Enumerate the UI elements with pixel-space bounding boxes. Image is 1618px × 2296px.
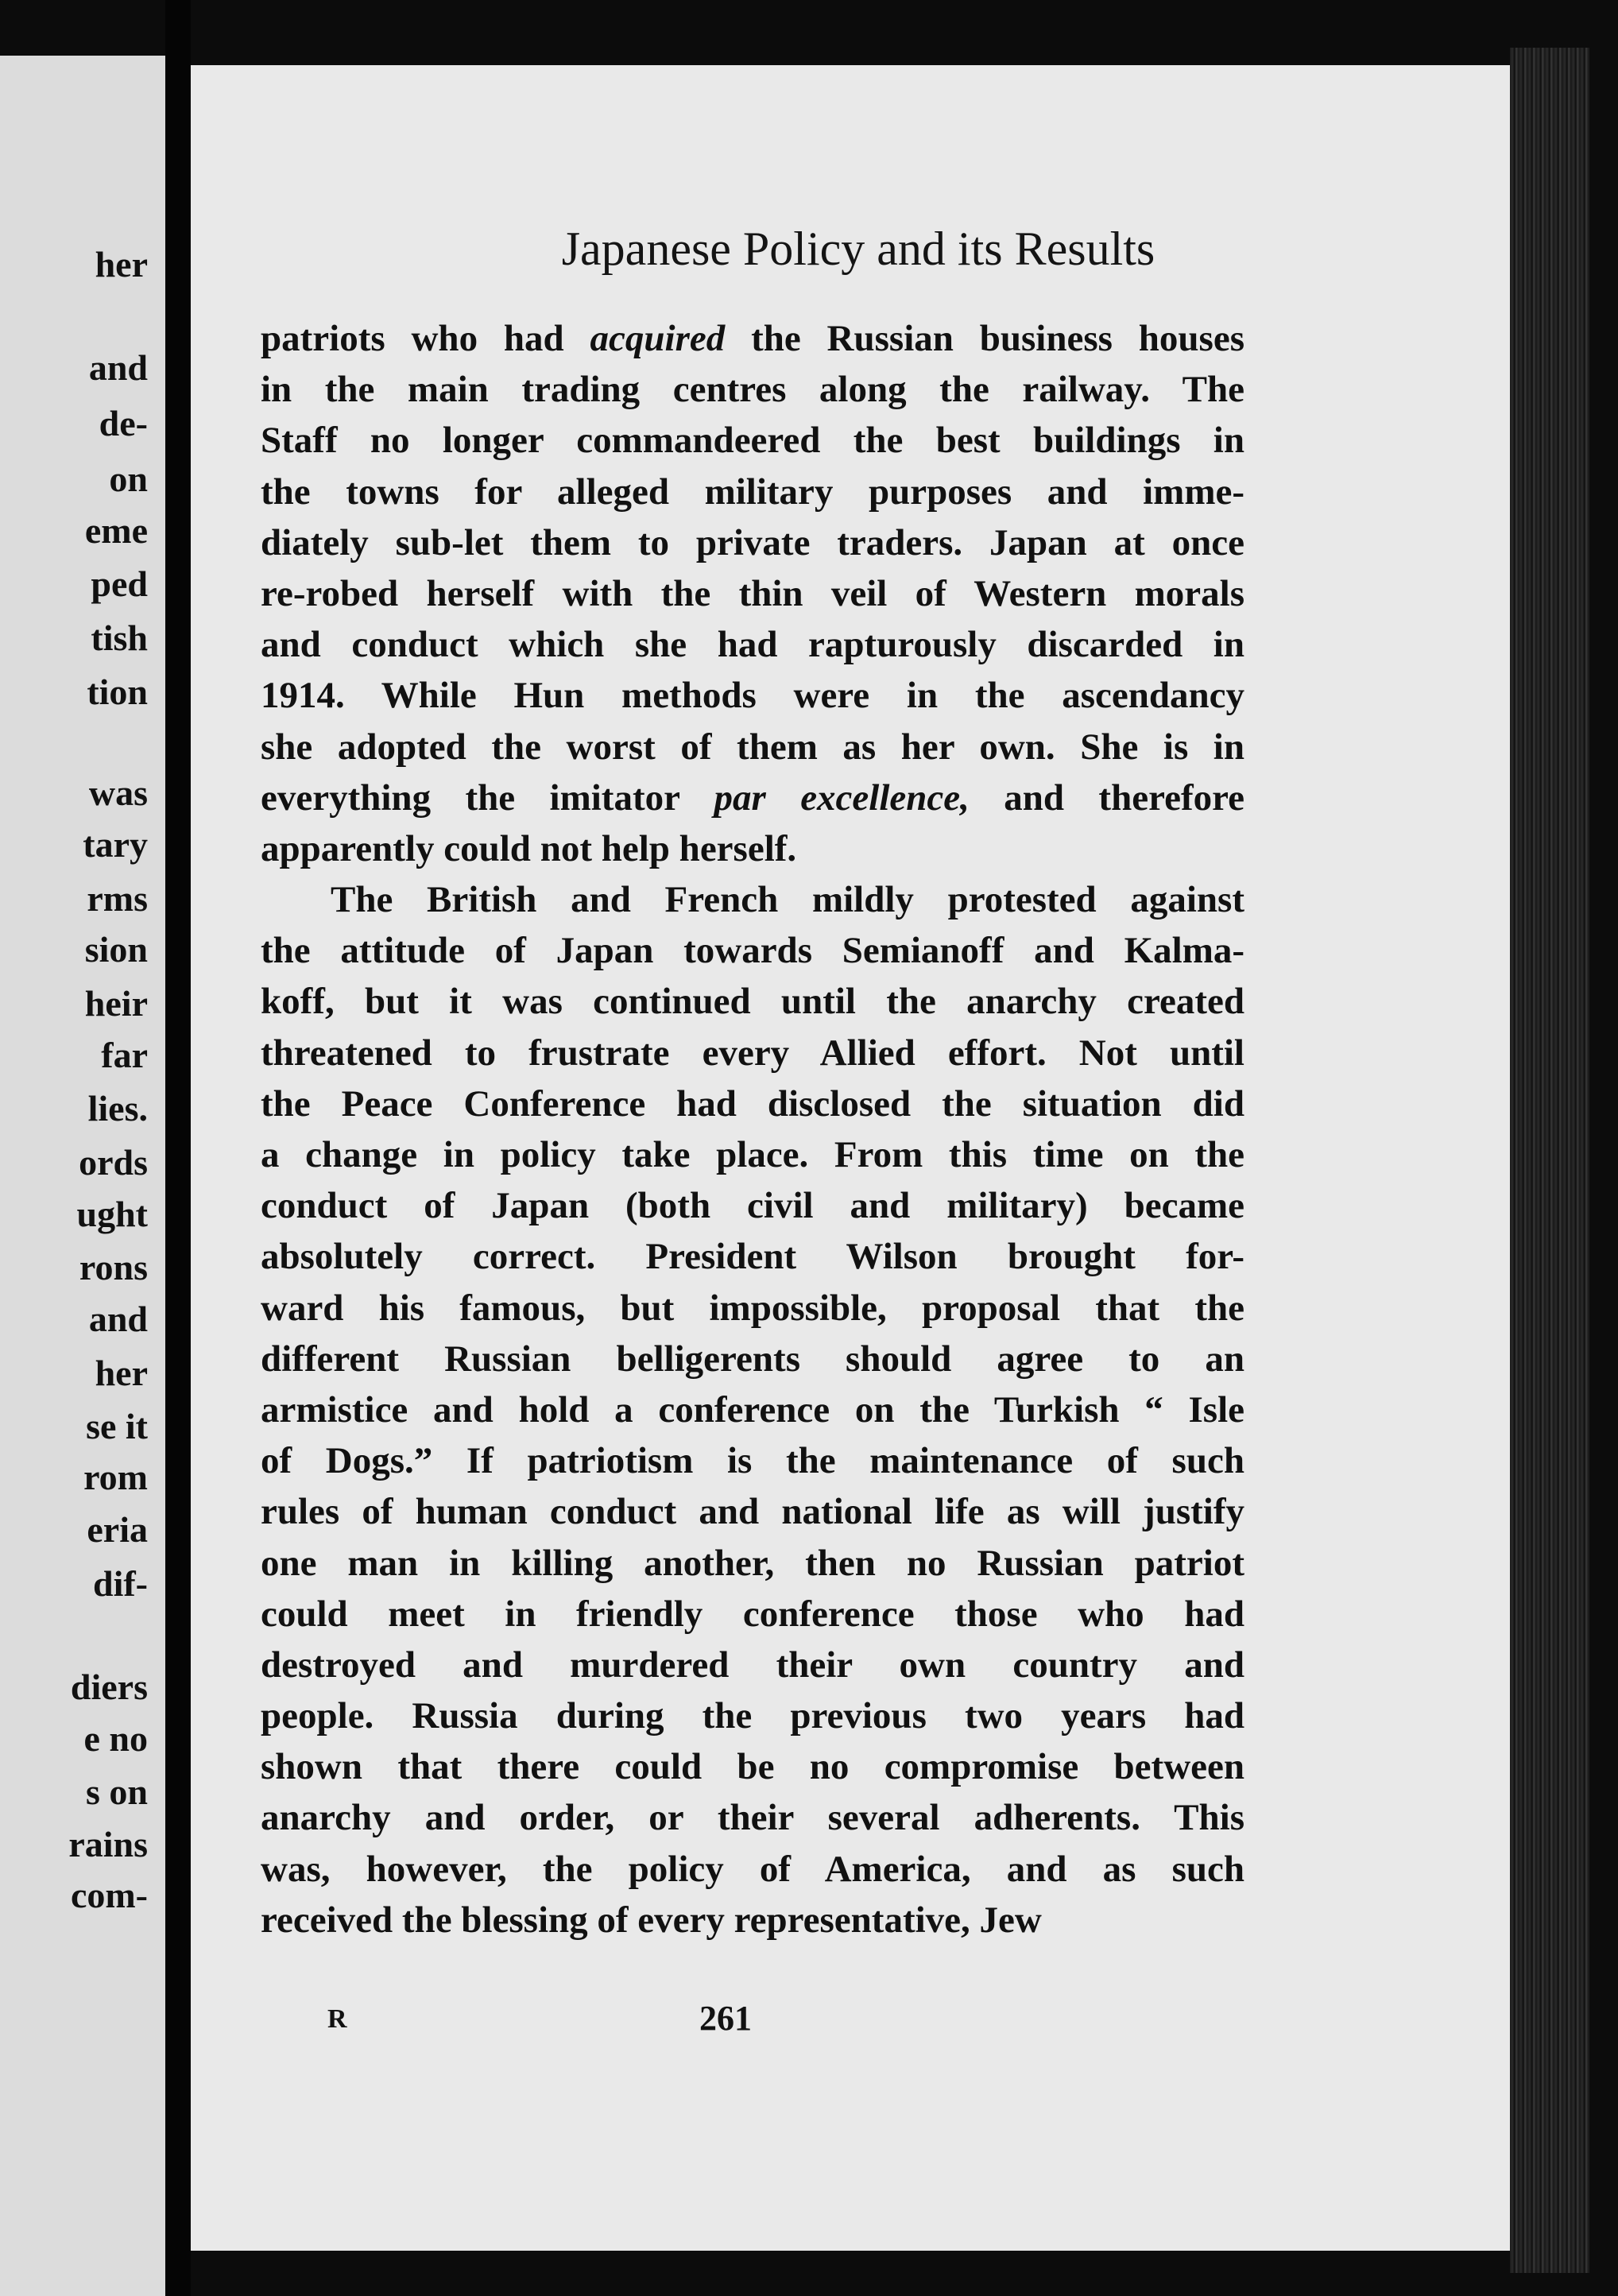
text-run: The British and French mildly protested against — [331, 879, 1244, 921]
text-line — [261, 1384, 1244, 1435]
facing-page-line-fragment: ped — [91, 563, 148, 604]
text-run: people. Russia during the previous two years had — [261, 1695, 1244, 1737]
facing-page-line-fragment: her — [95, 1353, 148, 1393]
text-run: ward his famous, but impossible, proposal that the — [261, 1287, 1244, 1329]
facing-page-line-fragment: eme — [84, 510, 148, 551]
facing-page-line-fragment: rains — [68, 1824, 148, 1864]
body-text — [261, 313, 1244, 1946]
text-run: shown that there could be no compromise between — [261, 1746, 1244, 1788]
text-run: patriots who had — [261, 318, 590, 359]
facing-page-line-fragment: eria — [87, 1509, 148, 1550]
text-run: diately sub-let them to private traders. Japan at once — [261, 521, 1244, 563]
facing-page-line-fragment: com- — [70, 1875, 148, 1915]
text-run: re-robed herself with the thin veil of Western morals — [261, 572, 1244, 614]
page-block-edge — [1510, 48, 1589, 2273]
text-run: in the main trading centres along the railway. The — [261, 369, 1244, 411]
text-line — [261, 364, 1244, 415]
text-line — [261, 467, 1244, 517]
facing-page-line-fragment: tish — [91, 618, 148, 658]
text-line — [261, 517, 1244, 568]
book-page — [191, 65, 1510, 2251]
text-run: a change in policy take place. From this time on the — [261, 1134, 1244, 1175]
text-run: of Dogs.” If patriotism is the maintenance of such — [261, 1440, 1244, 1482]
text-run: everything the imitator — [261, 776, 714, 819]
text-line — [261, 1231, 1244, 1282]
facing-page-fragment — [0, 56, 165, 2296]
facing-page-line-fragment: tion — [87, 672, 148, 712]
facing-page-line-fragment: rms — [87, 878, 148, 919]
text-run: absolutely correct. President Wilson brought for- — [261, 1236, 1244, 1278]
text-line — [261, 1538, 1244, 1589]
facing-page-line-fragment: s on — [86, 1771, 148, 1812]
text-run: the Russian business houses — [725, 318, 1244, 359]
text-run: anarchy and order, or their several adherents. This — [261, 1797, 1244, 1839]
text-run: the attitude of Japan towards Semianoff and Kalma- — [261, 930, 1244, 972]
facing-page-line-fragment: on — [109, 459, 148, 499]
text-line — [261, 1640, 1244, 1690]
facing-page-line-fragment: heir — [84, 983, 148, 1024]
facing-page-line-fragment: and — [88, 1299, 148, 1339]
text-run: different Russian belligerents should agree to an — [261, 1338, 1244, 1380]
text-run: 1914. While Hun methods were in the ascendancy — [261, 675, 1244, 717]
text-run: conduct of Japan (both civil and military) became — [261, 1185, 1244, 1227]
text-line — [261, 925, 1244, 976]
text-line — [261, 1895, 1244, 1946]
text-line — [261, 874, 1244, 925]
running-head: Japanese Policy and its Results — [561, 223, 1155, 275]
text-run: she adopted the worst of them as her own. She is in — [261, 726, 1244, 768]
facing-page-line-fragment: rom — [83, 1457, 148, 1497]
text-run: the Peace Conference had disclosed the situation did — [261, 1082, 1244, 1125]
book-gutter — [165, 0, 191, 2296]
facing-page-line-fragment: her — [95, 244, 148, 285]
text-line — [261, 415, 1244, 466]
facing-page-line-fragment: se it — [86, 1406, 148, 1446]
text-run: rules of human conduct and national life as will justify — [261, 1491, 1244, 1533]
text-run: Staff no longer commandeered the best buildings in — [261, 420, 1244, 462]
text-line — [261, 1129, 1244, 1180]
text-run: threatened to frustrate every Allied effort. Not until — [261, 1032, 1244, 1074]
text-line — [261, 619, 1244, 670]
facing-page-line-fragment: lies. — [87, 1088, 148, 1129]
text-run: destroyed and murdered their own country and — [261, 1644, 1244, 1686]
text-line — [261, 1844, 1244, 1895]
text-line — [261, 722, 1244, 772]
facing-page-line-fragment: rons — [79, 1247, 148, 1287]
facing-page-line-fragment: tary — [83, 824, 148, 865]
facing-page-line-fragment: far — [101, 1035, 148, 1075]
text-line — [261, 313, 1244, 364]
text-line — [261, 1283, 1244, 1334]
text-line — [261, 1435, 1244, 1486]
text-run: received the blessing of every representative, Jew — [261, 1899, 1042, 1941]
text-run: koff, but it was continued until the anarchy created — [261, 981, 1244, 1023]
text-line — [261, 1078, 1244, 1129]
facing-page-line-fragment: diers — [70, 1667, 148, 1707]
facing-page-line-fragment: de- — [99, 403, 148, 443]
facing-page-line-fragment: dif- — [93, 1563, 148, 1604]
facing-page-line-fragment: ught — [76, 1194, 148, 1234]
facing-page-line-fragment: ords — [79, 1142, 148, 1183]
text-run: could meet in friendly conference those who had — [261, 1593, 1244, 1635]
text-line — [261, 1741, 1244, 1792]
text-run: apparently could not help herself. — [261, 827, 797, 869]
text-line — [261, 1690, 1244, 1741]
text-run: one man in killing another, then no Russian patriot — [261, 1542, 1244, 1584]
italic-phrase: acquired — [590, 318, 726, 359]
text-line — [261, 772, 1244, 823]
text-run: and conduct which she had rapturously discarded in — [261, 624, 1244, 666]
text-run: was, however, the policy of America, and as such — [261, 1848, 1244, 1890]
facing-page-line-fragment: e no — [83, 1718, 148, 1759]
text-run: and therefore — [969, 776, 1244, 819]
signature-mark: R — [327, 2004, 347, 2034]
text-line — [261, 823, 1244, 874]
facing-page-line-fragment: was — [88, 772, 148, 813]
text-line — [261, 1589, 1244, 1640]
italic-phrase: par excellence, — [714, 776, 970, 819]
text-line — [261, 1180, 1244, 1231]
facing-page-line-fragment: sion — [84, 929, 148, 970]
page-number: 261 — [699, 1999, 752, 2038]
text-line — [261, 976, 1244, 1027]
text-line — [261, 670, 1244, 721]
text-line — [261, 1334, 1244, 1384]
text-line — [261, 1028, 1244, 1078]
text-line — [261, 1792, 1244, 1843]
text-run: the towns for alleged military purposes and imme- — [261, 470, 1244, 513]
text-run: armistice and hold a conference on the Turkish “ Isle — [261, 1388, 1244, 1431]
text-line — [261, 1486, 1244, 1537]
text-line — [261, 568, 1244, 619]
facing-page-line-fragment: and — [88, 347, 148, 388]
